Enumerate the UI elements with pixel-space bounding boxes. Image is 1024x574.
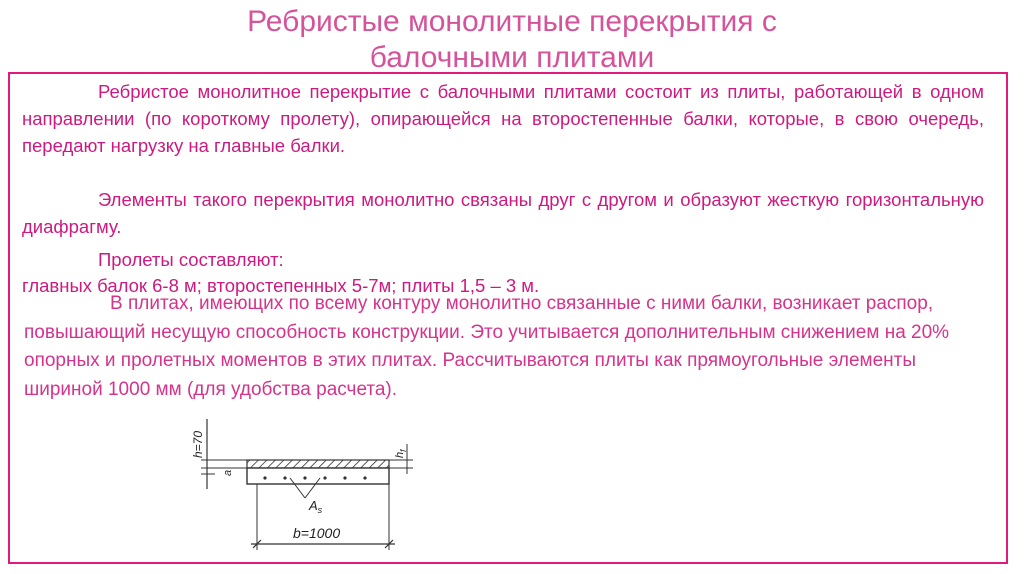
as-label: $A_s$ [309, 498, 323, 515]
a-label: a [222, 469, 234, 476]
paragraph-structure: Ребристое монолитное перекрытие с балочными плитами состоит из плиты, работающей в одном направлении (по короткому пролету), опирающейся на второстепенные балки, которые, в свою очередь, передают нагрузку на главные балки. [22, 81, 984, 156]
slab-section-diagram [185, 414, 425, 564]
title-line-1: Ребристые монолитные перекрытия с [247, 5, 777, 38]
title-line-2: балочными плитами [369, 41, 655, 74]
slab-body [247, 468, 389, 484]
slab-hatch [247, 460, 389, 468]
b-label: b=1000 [293, 525, 341, 541]
content-box [8, 72, 1008, 564]
paragraph-spans-heading: Пролеты составляют: [98, 249, 284, 270]
hf-label: $h_f$ [394, 449, 408, 458]
slide-title [0, 4, 1024, 76]
paragraph-spans-values: главных балок 6-8 м; второстепенных 5-7м; плиты 1,5 – 3 м. [22, 275, 540, 296]
h-label: h=70 [191, 430, 205, 458]
paragraph-thrust: В плитах, имеющих по всему контуру монолитно связанные с ними балки, возникает распор, повышающий несущую способность конструкции. Это учитывается дополнительным снижением на 20% опорных и пролетных моментов в этих плитах. Рассчитываются плиты как прямоугольные элементы шириной 1000 мм (для удобства расчета). [24, 293, 950, 400]
paragraph-diaphragm: Элементы такого перекрытия монолитно связаны друг с другом и образуют жесткую горизонтальную диафрагму. [22, 189, 984, 237]
